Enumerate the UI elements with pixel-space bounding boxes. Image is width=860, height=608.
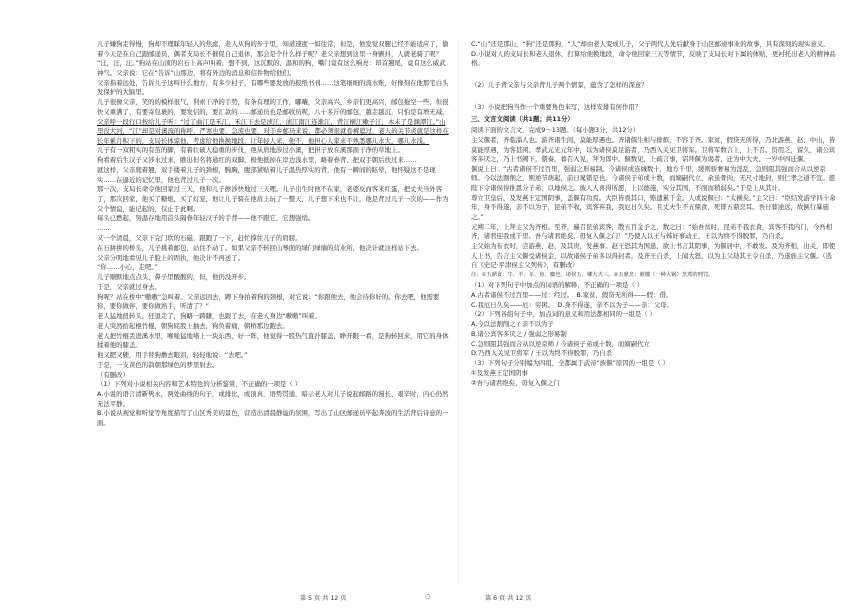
answer-space [471,91,837,103]
footer-circle-mark: ○ [425,593,431,600]
question-2-stem: （2）儿子背父亲与父亲背儿子两个情景，蕴含了怎样的深意？ [471,81,648,90]
classical-question-2-option-a: A.今以法割削之 / 亲不以为子 [471,320,554,329]
classical-paragraph: 主父始为布衣时，尝游燕、赵，及其贵，发燕事。赵王恐其为国患，欲上书言其阴事，为偃居中，不敢发。及为齐相，出关，即使人上书，告言主父偃受诸侯金，以故诸侯子弟多以得封者。及齐王自杀，上闻大怒，以为主父劫其王令自杀，乃遂族主父偃。（选自《史记·平津侯主父列传》，有删改） [471,242,836,270]
classical-paragraph: 尊立卫皇后，及发燕王定国阴事，盖偃有功焉。大臣皆畏其口，赂遗累千金。人或说偃曰：“太横矣。”主父曰：“臣结发游学四十余年，身不得遂，亲不以为子，昆弟不收，宾客弃我，我厄日久矣。且丈夫生不五鼎食，死即五鼎烹耳。吾日暮途远，故倒行暴施之。” [471,193,836,222]
story-paragraph: 父亲指着远处，告诉儿子这叫什么地方，有多少村子，有哪些要发放的报纸书刊……这笔细细的流水账，好像刻在他那宅白头发保护的大脑里。 [97,78,449,97]
story-paragraph: 父亲分明地看见儿子脸上的固执，他决计不再送了。 [97,253,244,262]
story-paragraph: 儿子很像父亲，笑的的模样很气，利索干净的手势，有条有理的工作，嘟嚷，父亲高兴，乡亲们更高兴，邮包拖空一些，但很快又重满了，有要寄包裹的，要发信的，要汇款的……邮递员也是邮收员呢，八十多斤的邮包，越走越沉，只怕是有增无减。 [97,98,449,116]
question-1-stem: （1）下列对小说相关内容和艺术特色的分析鉴赏，不正确的一项是（ ） [97,380,302,389]
question-1-option-a: A.小说的语言清新隽永，两处曲线的句子，或排比，或顶真，语势贯通，暗示老人对儿子说起邮路的漫长、艰辛时，内心仍然无法平静。 [97,390,449,408]
question-1-option-b: B.小说从视觉和听觉等角度描写了山区秀美的景色，营造出清晨静谧的氛围，写出了山区邮递员毕起奔波的生活背后诗意的一面。 [97,409,449,428]
ellipsis-line: …… [97,224,110,233]
story-paragraph: 老人突然拾起棍竹棍，朝狗屁股上抽去，狗负着痛，朝桥那边跑去。 [97,321,289,330]
story-paragraph: 狗看着后生汉子又涉水过来，瞧出但名将通红的双脚，极他抵掉在岸边浅水里，略着眷背，把双手朝后扶过来…… [97,156,417,165]
story-paragraph: 儿子顺默地点点头，鼻子里酸酸的，但，他仍没开步。 [97,273,251,282]
classical-question-2-stem: （2）下列各组句子中，加点词的意义和用法都相同的一组是（ ） [471,310,657,319]
classical-question-1-options-ab: A.古者诸侯不过百里——过：经过。 B.家贫，假贷无所得——假：借。 [471,290,673,299]
classical-paragraph: 元朔二年，上拜主父为齐相。至齐，遍召昆弟宾客，散五百金予之，数之曰：“始吾贫时，昆弟不我衣食，宾客不我内门，今吾相齐，诸君迎我或千里。吾与诸君绝矣，毋复入偃之门！”乃使人以王与姊奸事动王，王以为终不得脱罪，乃自杀。 [471,222,833,241]
story-paragraph: 又一个清晨，父亲下完门坎的石磁，跟跑了一下，赶忙撑住儿子的肩膀。 [97,233,302,242]
question-1-option-c: C.“山”还是那山，“狗”还是那狗，“人”却由老人变成儿子，父子两代人先后献身于山区邮递事业的故事，具有深刻的现实意义。 [471,40,830,48]
left-page-column [97,40,449,584]
classical-intro: 阅读下面的文言文，完成9～13题。（每小题3分，共12分） [471,126,640,135]
story-paragraph: 于是，一支黄色的箭朝那绿色的梦里射去。 [97,360,219,369]
classical-paragraph: 主父偃者，齐临淄人也。游齐诸生间，莫能厚遇也。齐诸儒生相与排摈，不容于齐。家贫，假贷无所得，乃北游燕、赵、中山，皆莫能厚遇，为客甚困。孝武元光元年中，以为诸侯莫足游者，乃西入关见卫将军。卫将军数言上，上不召。资用乏，留久，诸公宾客多厌之，乃上书阙下，朝奏，暮召入见，拜为郎中。偃数见，上疏言事，诏拜偃为谒者，迁为中大夫，一岁中四迁偃。 [471,135,836,164]
question-3-stem: （3）小说把狗当作一个重要角色来写，这样安排有何作用？ [471,102,642,111]
story-paragraph: 儿子有一双粗实的有茧的脚，有着壮硕人稳重的步伐，他从肩地涉过小溪，把担子放在溪那面干净的草地上。 [97,146,404,155]
story-paragraph: “你……小心，走吧。” [97,263,158,272]
right-page-column [471,40,837,584]
story-paragraph: 就这样，父亲爬着翘，双手搂着儿子的颈根，胸胸，腹部紧贴着儿子温热厚实的背，他有一瞬间的眩晕，他怀疑这不是现实……在逼近的记忆里，他也背过儿子一次。 [97,166,436,184]
story-paragraph: 那一次，支局长命令他回家过三天，他和儿子擦涉快地过三天哩。儿子出生时他不在家，老婆反而客来红蛋，把丈夫当外客了，那次回家，他买了糖炮，买了灯宠，他让儿子骑在他肩上玩了一整天，儿子想下来也不让，他是背过儿子一次的——作为父个情谊，能记起的，仅止于此啊。 [97,185,449,213]
page-spine [458,40,459,584]
story-paragraph: 在石拼拼的桥头，儿子挑着邮包，站住不动了。如果父亲不转回山琴面的绿门绿墙的营业所，他决计就这样站下去。 [97,243,423,252]
story-paragraph: 他又肥又硬，用手替狗撸去眼泪，轻轻地说：“去吧。” [97,350,248,359]
classical-question-3-item: ①及发燕王定国阴事 [471,368,528,377]
story-paragraph: 狗呢？站在桥中“嗷嗷”急叫着。父亲远回去，蹲下身拍着狗的颈根，对它说：“你跟他去，他会待你好的。你去吧，他需要你，要你做伴，要你做熟手，听清了？” [97,292,440,311]
classical-footnote: 注：①五鼎食：牛、羊、豕、鱼、麋也，诸侯五，卿大夫三。②五鼎烹：被镬（一种大锅）烹煮的刑罚。 [471,272,714,279]
classical-question-1-options-cd: C.我厄日久矣——厄：穷困。 D.身不得遂，亲不以为子——亲：父母。 [471,300,673,309]
classical-paragraph: 偃说上曰：“古者诸侯不过百里，强弱之形易制。今诸侯或连城数十，地方千里，缓则骄奢易为淫乱，急则阻其强而合从以逆京师。今以法割削之，则逆节萌起，前日晁错是也。今诸侯子弟或十数，而嫡嗣代立，余虽骨肉，无尺寸地封，则仁孝之道不宣。愿陛下令诸侯得推恩分子弟，以地侯之。彼人人喜得所愿，上以德施，实分其国，不削而稍弱矣。”于是上从其计。 [471,164,836,193]
story-paragraph-underlined: 父亲呼一段行口按给儿子听：“过了曲江是禾江，禾江下去是浈江，浈江南江连渐江，背江横江嗽子江，木末了是渊潭江。”山里没大河，“江”却是对溪流的称呼，严寒也要，急流也要，对于乡邮员来说，都必须很就卷裤遮过，老人的关节炎就是这样在长年累月积下的，支局长体谅他，考虑给他换换地段，让年轻人来，他不，他担心人家来不熟悉哪儿水大，哪儿水浅。 [97,117,449,145]
classical-question-2-option-c: C.急则阻其强而合从以逆京师 / 今诸侯子弟或十数，而嫡嗣代立 [471,339,650,348]
story-paragraph: 老人猛地扭转头，狂退走了，狗略一踌躇，也跟了去，在老人身边“嗷嗷”叫着。 [97,312,321,320]
classical-question-3-item: ②吾与诸君绝矣，毋复入偃之门 [471,378,560,387]
story-paragraph: 老人把竹棍丢进溪水里，喉咙猛地堵上一块东西，好一阵，他觉得一股热气直扑膝盖，睁开眼一看，是狗转回来，用它的身体揉着他的膝盖。 [97,331,449,350]
story-paragraph: 每头已燃起，努温存地用首头隔眷年轻汉子的手背——他不跟它，它想强悄。 [97,214,315,223]
story-paragraph: 儿子嫌狗走得慢，狗却不理睬年轻人的焦虑，老人从狗的步子里，知道速度一如往常，但是，他发觉双腿已经不能适应了，偷着今天是在自己跟邮递员，偶者支局长不催促自己退休，那会是个什么样子呢？老父亲想到这里一身颤抖，人就老骑了呢？ [97,40,449,58]
story-paragraph: “汪，汪，汪。”狗站在山顶的岩石上高声叫着，想不到，这沉默的、温和的狗，嘴门竟有这么响亮：昂首翘尾，竟有这么威武神气。父亲说：它在“告诉”山那边，将有外边的消息和信件物给他们。 [97,59,446,77]
section-heading: 三、文言文阅读（共1题；共11分） [471,114,574,123]
source-note: （有删改） [97,370,129,379]
classical-question-1-stem: （1）对下列句子中加点的词语的解释，不正确的一项是（ ） [471,280,644,289]
story-paragraph: 于是，父亲就过身去。 [97,282,161,291]
classical-question-2-option-d: D.乃西入关见卫将军 / 王以为终不得脱罪，乃自杀 [471,349,612,358]
classical-question-3-stem: （3）下列句子分别编为四组，全都属于武帝“族偃”原因的一组是（ ） [471,359,670,368]
question-1-option-d: D.小说对人的支局长和老人退休，打算给他换地段，命令他回家三天等情节，反映了支局长对下属的体贴，更衬托出老人的精神品格。 [471,49,836,68]
answer-space [471,69,837,81]
classical-question-2-option-b: B.诸公宾客多厌之 / 强弱之形易制 [471,329,567,338]
footer-page-right: 第 6 页 共 12 页 [485,595,532,602]
footer-page-left: 第 5 页 共 12 页 [300,595,347,602]
